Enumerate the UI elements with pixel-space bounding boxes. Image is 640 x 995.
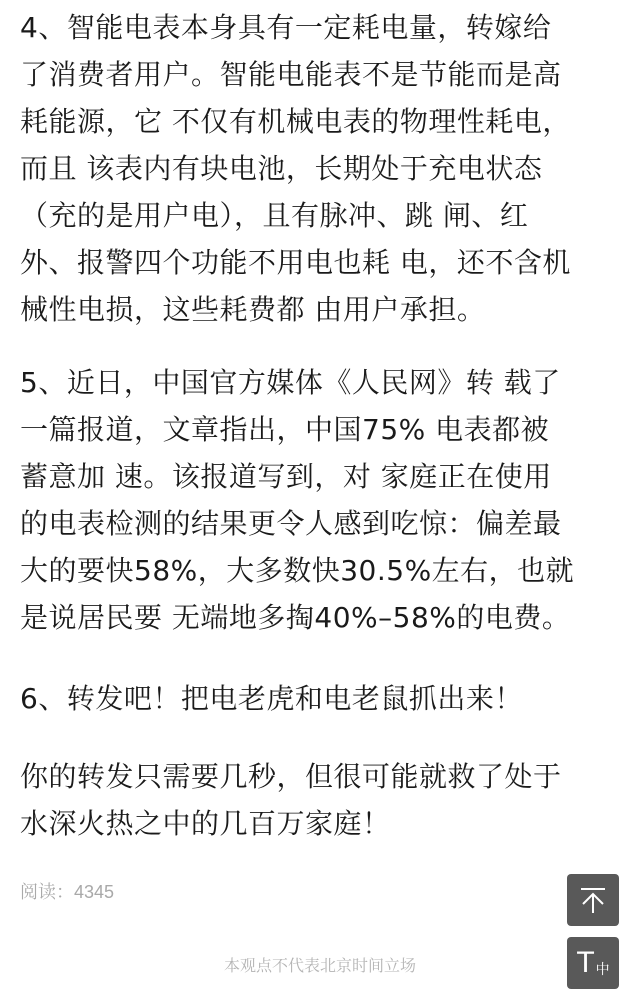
- font-size-button[interactable]: [567, 937, 619, 989]
- paragraph-7: [20, 753, 562, 847]
- paragraph-4: [20, 4, 571, 333]
- text-line: 蓄意加 速。该报道写到，对 家庭正在使用: [20, 460, 552, 493]
- back-to-top-button[interactable]: [567, 874, 619, 926]
- text-line: 耗能源，它 不仅有机械电表的物理性耗电，: [20, 105, 571, 138]
- paragraph-5: [20, 359, 574, 641]
- text-line: 的电表检测的结果更令人感到吃惊：偏差最: [20, 507, 562, 540]
- text-line: 一篇报道，文章指出，中国75% 电表都被: [20, 413, 550, 446]
- text-line: 5、近日，中国官方媒体《人民网》转 载了: [20, 366, 561, 399]
- text-line: 了消费者用户。智能电能表不是节能而是高: [20, 58, 562, 91]
- text-line: 而且 该表内有块电池，长期处于充电状态: [20, 152, 543, 185]
- text-line: 械性电损，这些耗费都 由用户承担。: [20, 293, 486, 326]
- read-count: 阅读：4345: [20, 882, 115, 902]
- text-line: 是说居民要 无端地多掏40%–58%的电费。: [20, 601, 571, 634]
- font-size-icon-big: T: [576, 946, 595, 979]
- text-line: 大的要快58%，大多数快30.5%左右，也就: [20, 554, 575, 587]
- disclaimer-text: 本观点不代表北京时间立场: [223, 956, 416, 975]
- text-line: 你的转发只需要几秒，但很可能就救了处于: [20, 760, 562, 793]
- paragraph-6: [20, 675, 523, 722]
- text-line: 外、报警四个功能不用电也耗 电，还不含机: [20, 246, 571, 279]
- font-size-icon-small: 中: [595, 962, 610, 978]
- text-line: 4、智能电表本身具有一定耗电量，转嫁给: [20, 11, 552, 44]
- arrow-up-bar-icon: [578, 885, 608, 915]
- text-line: 6、转发吧！把电老虎和电老鼠抓出来！: [20, 682, 523, 715]
- text-line: （充的是用户电），且有脉冲、跳 闸、红: [20, 199, 529, 232]
- text-line: 水深火热之中的几百万家庭！: [20, 807, 391, 840]
